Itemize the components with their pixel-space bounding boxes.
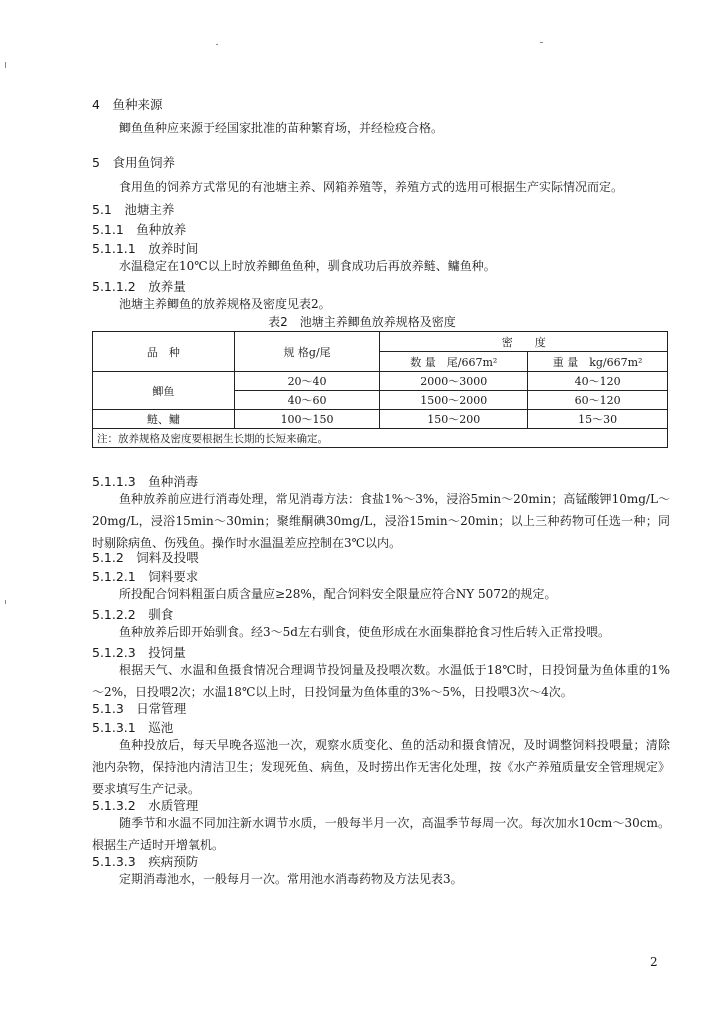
section-5-1-3-2-text: 随季节和水温不同加注新水调节水质，一般每半月一次，高温季节每周一次。每次加水10cm～30cm。根据生产适时开增氧机。 xyxy=(92,816,670,852)
table-note: 注：放养规格及密度要根据生长期的长短来确定。 xyxy=(93,429,668,448)
section-5-1-1-2-heading: 5.1.1.2 放养量 xyxy=(92,279,186,294)
cell-weight: 60～120 xyxy=(528,391,668,410)
section-5-1-3-1-heading: 5.1.3.1 巡池 xyxy=(92,720,174,735)
section-5-1-2-heading: 5.1.2 饲料及投喂 xyxy=(92,550,199,565)
section-5-1-3-3-text: 定期消毒池水，一般每月一次。常用池水消毒药物及方法见表3。 xyxy=(119,872,463,886)
section-5-1-2-1-heading: 5.1.2.1 饲料要求 xyxy=(92,569,199,584)
cell-spec: 100～150 xyxy=(234,410,380,429)
cell-count: 150～200 xyxy=(380,410,528,429)
section-5-text: 食用鱼的饲养方式常见的有池塘主养、网箱养殖等，养殖方式的选用可根据生产实际情况而定。 xyxy=(119,180,624,194)
section-4-heading: 4 鱼种来源 xyxy=(92,97,163,112)
table-2 xyxy=(92,331,668,448)
scan-edge-mark xyxy=(5,62,6,68)
page-number: 2 xyxy=(650,955,658,969)
section-5-1-2-3-heading: 5.1.2.3 投饲量 xyxy=(92,645,186,660)
table-row xyxy=(93,410,668,429)
section-5-1-3-3-heading: 5.1.3.3 疾病预防 xyxy=(92,854,199,869)
section-5-1-1-3-text: 鱼种放养前应进行消毒处理，常见消毒方法：食盐1%～3%，浸浴5min～20min；高锰酸钾10mg/L～20mg/L，浸浴15min～30min；聚维酮碘30mg/L，浸浴15min～20min；以上三种药物可任选一种；同时剔除病鱼、伤残鱼。操作时水温温差应控制在3℃以内。 xyxy=(92,492,670,550)
section-5-1-2-2-heading: 5.1.2.2 驯食 xyxy=(92,607,174,622)
cell-species: 鲢、鳙 xyxy=(93,410,235,429)
scan-speck xyxy=(216,44,218,45)
section-5-1-3-2-heading: 5.1.3.2 水质管理 xyxy=(92,798,199,813)
cell-species: 鲫鱼 xyxy=(93,372,235,410)
table-2-caption: 表2 池塘主养鲫鱼放养规格及密度 xyxy=(268,315,456,329)
section-5-1-heading: 5.1 池塘主养 xyxy=(92,202,175,217)
header-count: 数 量 尾/667m² xyxy=(380,352,528,372)
cell-spec: 40～60 xyxy=(234,391,380,410)
section-4-text: 鲫鱼鱼种应来源于经国家批准的苗种繁育场，并经检疫合格。 xyxy=(119,121,444,135)
table-note-row xyxy=(93,429,668,448)
section-5-1-1-3-heading: 5.1.1.3 鱼种消毒 xyxy=(92,474,199,489)
section-5-1-1-2-text: 池塘主养鲫鱼的放养规格及密度见表2。 xyxy=(119,297,331,311)
section-5-1-1-heading: 5.1.1 鱼种放养 xyxy=(92,222,187,237)
section-5-1-2-2-text: 鱼种放养后即开始驯食。经3～5d左右驯食，使鱼形成在水面集群抢食习性后转入正常投喂。 xyxy=(119,625,610,639)
section-5-1-1-1-text: 水温稳定在10℃以上时放养鲫鱼鱼种，驯食成功后再放养鲢、鳙鱼种。 xyxy=(119,259,496,273)
cell-count: 1500～2000 xyxy=(380,391,528,410)
header-density: 密 度 xyxy=(380,332,668,352)
header-spec: 规 格g/尾 xyxy=(234,332,380,372)
cell-weight: 40～120 xyxy=(528,372,668,391)
table-row xyxy=(93,372,668,391)
header-weight: 重 量 kg/667m² xyxy=(528,352,668,372)
cell-count: 2000～3000 xyxy=(380,372,528,391)
table-header-row xyxy=(93,332,668,352)
scan-edge-mark xyxy=(5,600,6,604)
section-5-1-2-1-text: 所投配合饲料粗蛋白质含量应≥28%，配合饲料安全限量应符合NY 5072的规定。 xyxy=(119,587,557,601)
section-5-heading: 5 食用鱼饲养 xyxy=(92,155,175,170)
header-species: 品 种 xyxy=(93,332,235,372)
section-5-1-2-3-text: 根据天气、水温和鱼摄食情况合理调节投饲量及投喂次数。水温低于18℃时，日投饲量为鱼体重的1%～2%，日投喂2次；水温18℃以上时，日投饲量为鱼体重的3%～5%，日投喂3次～4次。 xyxy=(92,663,670,699)
cell-weight: 15～30 xyxy=(528,410,668,429)
cell-spec: 20～40 xyxy=(234,372,380,391)
section-5-1-3-heading: 5.1.3 日常管理 xyxy=(92,701,187,716)
section-5-1-3-1-text: 鱼种投放后，每天早晚各巡池一次，观察水质变化、鱼的活动和摄食情况，及时调整饲料投喂量；清除池内杂物，保持池内清洁卫生；发现死鱼、病鱼，及时捞出作无害化处理，按《水产养殖质量安全管理规定》要求填写生产记录。 xyxy=(92,738,670,796)
scan-speck xyxy=(540,42,543,43)
section-5-1-1-1-heading: 5.1.1.1 放养时间 xyxy=(92,241,199,256)
